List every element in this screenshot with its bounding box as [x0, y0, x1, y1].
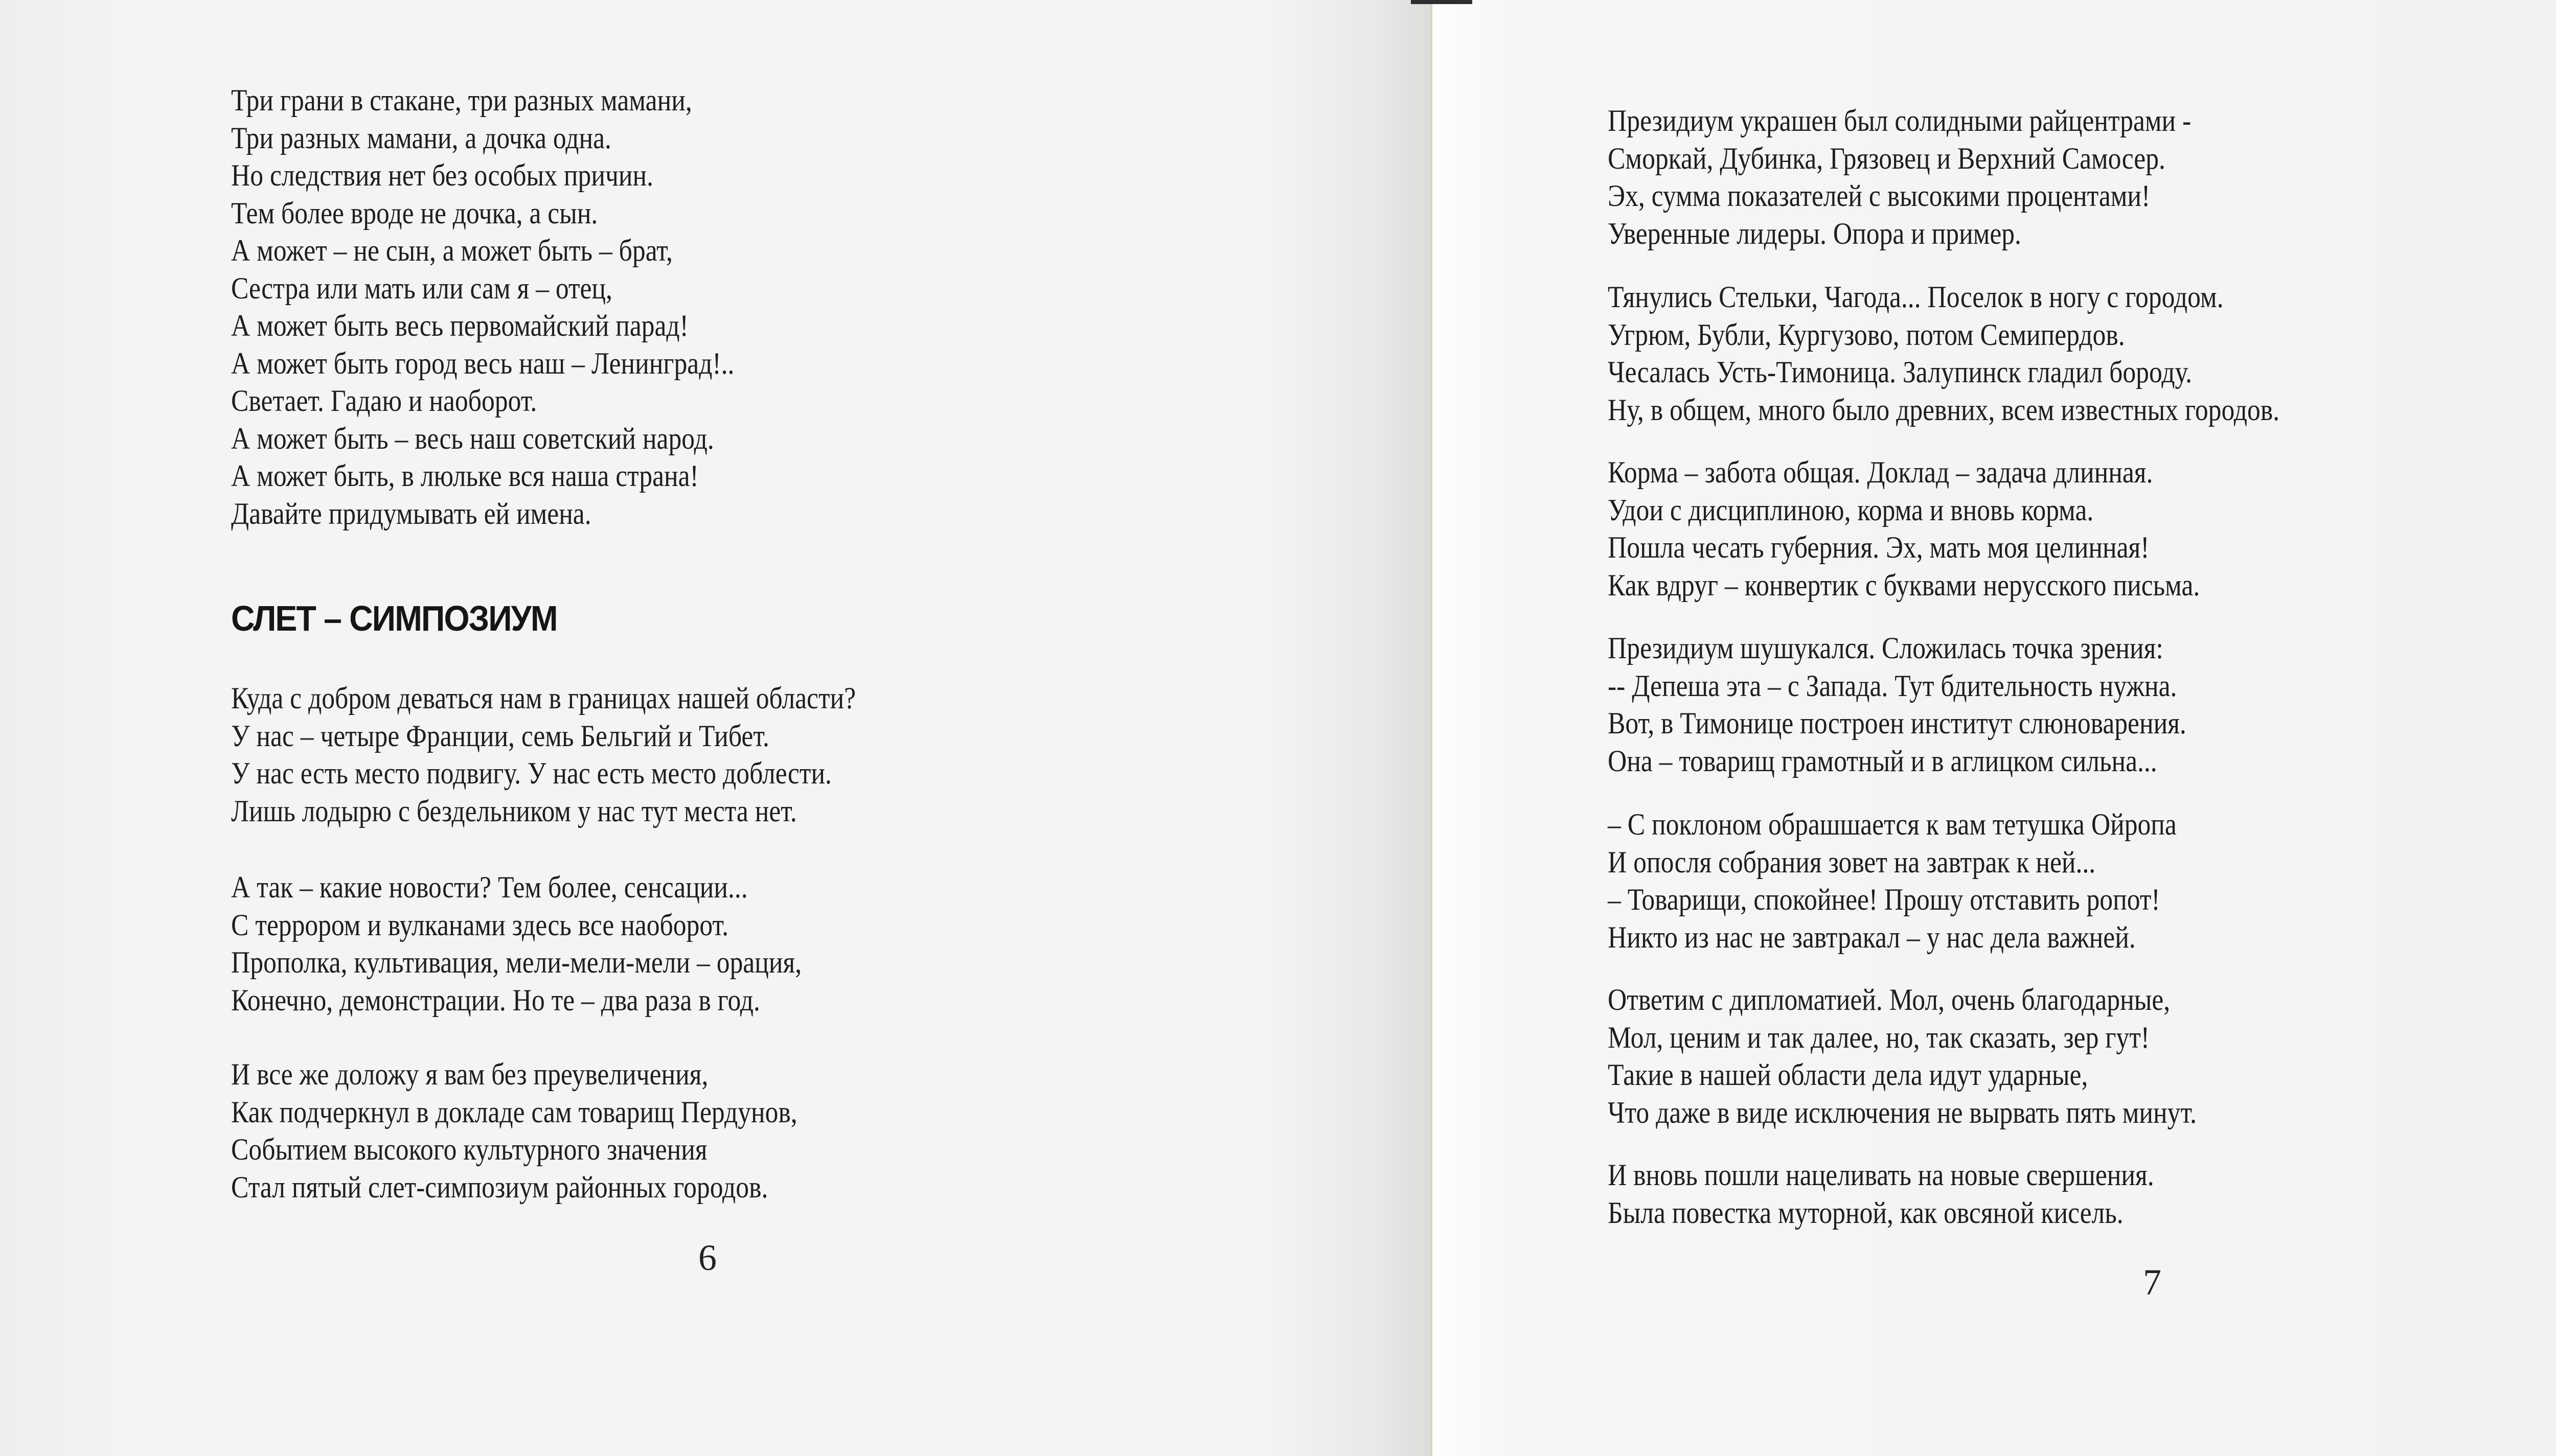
verse-line: А может быть, в люльке вся наша страна! — [231, 459, 699, 493]
verse-line: Она – товарищ грамотный и в аглицком сильна... — [1608, 744, 2157, 778]
verse-line: А может быть весь первомайский парад! — [231, 309, 689, 342]
verse-line: Такие в нашей области дела идут ударные, — [1608, 1058, 2088, 1092]
stanza-r4 — [1608, 630, 2280, 780]
verse-line: А так – какие новости? Тем более, сенсации... — [231, 870, 748, 904]
verse-line: Что даже в виде исключения не вырвать пять минут. — [1608, 1095, 2197, 1129]
verse-line: С террором и вулканами здесь все наоборот. — [231, 908, 729, 942]
verse-line: Мол, ценим и так далее, но, так сказать, зер гут! — [1608, 1020, 2150, 1054]
verse-line: А может – не сын, а может быть – брат, — [231, 234, 673, 267]
verse-line: Ну, в общем, много было древних, всем известных городов. — [1608, 392, 2280, 427]
verse-line: Прополка, культивация, мели-мели-мели – орация, — [231, 945, 802, 979]
verse-line: А может быть город весь наш – Ленинград!.. — [231, 346, 735, 380]
stanza-4 — [231, 1056, 889, 1206]
page-number-right: 7 — [2143, 1262, 2161, 1303]
stanza-r6 — [1608, 981, 2293, 1131]
verse-line: Президиум шушукался. Сложилась точка зрения: — [1608, 631, 2163, 665]
verse-line: Лишь лодырю с бездельником у нас тут места нет. — [231, 794, 797, 828]
verse-line: Уверенные лидеры. Опора и пример. — [1608, 216, 2021, 250]
verse-line: Тянулись Стельки, Чагода... Поселок в ногу с городом. — [1608, 280, 2224, 314]
verse-line: У нас – четыре Франции, семь Бельгий и Тибет. — [231, 719, 769, 753]
verse-line: Светает. Гадаю и наоборот. — [231, 384, 537, 418]
stanza-2 — [231, 680, 957, 830]
stanza-r2 — [1608, 279, 2389, 429]
verse-line: Три грани в стакане, три разных мамани, — [231, 83, 692, 117]
right-page — [1431, 0, 2556, 1456]
verse-line: Была повестка муторной, как овсяной кисель. — [1608, 1195, 2124, 1230]
verse-line: Тем более вроде не дочка, а сын. — [231, 196, 598, 230]
page-number-left: 6 — [698, 1237, 717, 1278]
verse-line: Никто из нас не завтракал – у нас дела важней. — [1608, 920, 2136, 954]
verse-line: И вновь пошли нацеливать на новые свершения. — [1608, 1158, 2154, 1192]
stanza-r3 — [1608, 454, 2296, 604]
verse-line: Давайте придумывать ей имена. — [231, 496, 591, 530]
verse-line: – Товарищи, спокойнее! Прошу отставить ропот! — [1608, 883, 2160, 916]
verse-line: Но следствия нет без особых причин. — [231, 158, 654, 192]
verse-line: Как подчеркнул в докладе сам товарищ Пердунов, — [231, 1095, 797, 1129]
verse-line: Куда с добром деваться нам в границах нашей области? — [231, 681, 856, 715]
book-spine-fold — [1430, 0, 1432, 1456]
verse-line: Три разных мамани, а дочка одна. — [231, 121, 611, 155]
verse-line: -- Депеша эта – с Запада. Тут бдительность нужна. — [1608, 668, 2177, 703]
verse-line: Как вдруг – конвертик с буквами нерусского письма. — [1608, 568, 2200, 602]
verse-line: А может быть – весь наш советский народ. — [231, 421, 714, 455]
stanza-r7 — [1608, 1157, 2243, 1232]
stanza-3 — [231, 869, 895, 1019]
verse-line: Ответим с дипломатией. Мол, очень благодарные, — [1608, 983, 2171, 1016]
verse-line: Эх, сумма показателей с высокими процентами! — [1608, 179, 2151, 213]
stanza-r5 — [1608, 806, 2269, 956]
verse-line: У нас есть место подвигу. У нас есть место доблести. — [231, 756, 832, 790]
verse-line: Корма – забота общая. Доклад – задача длинная. — [1608, 455, 2153, 489]
stanza-1 — [231, 82, 816, 533]
verse-line: Президиум украшен был солидными райцентрами - — [1608, 104, 2192, 137]
verse-line: Вот, в Тимонице построен институт слюноварения. — [1608, 706, 2186, 740]
verse-line: Угрюм, Бубли, Кургузово, потом Семипердов. — [1608, 317, 2125, 352]
verse-line: Конечно, демонстрации. Но те – два раза в год. — [231, 983, 760, 1017]
verse-line: Пошла чесать губерния. Эх, мать моя целинная! — [1608, 530, 2150, 564]
spine-top-edge — [1411, 0, 1472, 4]
section-title: СЛЕТ – СИМПОЗИУМ — [231, 598, 557, 638]
verse-line: Сморкай, Дубинка, Грязовец и Верхний Самосер. — [1608, 141, 2165, 175]
verse-line: Событием высокого культурного значения — [231, 1133, 708, 1166]
verse-line: Удои с дисциплиною, корма и вновь корма. — [1608, 493, 2094, 527]
verse-line: Стал пятый слет-симпозиум районных городов. — [231, 1170, 768, 1204]
verse-line: И опосля собрания зовет на завтрак к ней... — [1608, 845, 2096, 879]
verse-line: И все же доложу я вам без преувеличения, — [231, 1057, 709, 1091]
verse-line: Сестра или мать или сам я – отец, — [231, 271, 612, 305]
verse-line: Чесалась Усть-Тимоница. Залупинск гладил бороду. — [1608, 355, 2193, 389]
verse-line: – С поклоном обрашшается к вам тетушка Ойропа — [1608, 807, 2177, 841]
stanza-r1 — [1608, 102, 2286, 252]
